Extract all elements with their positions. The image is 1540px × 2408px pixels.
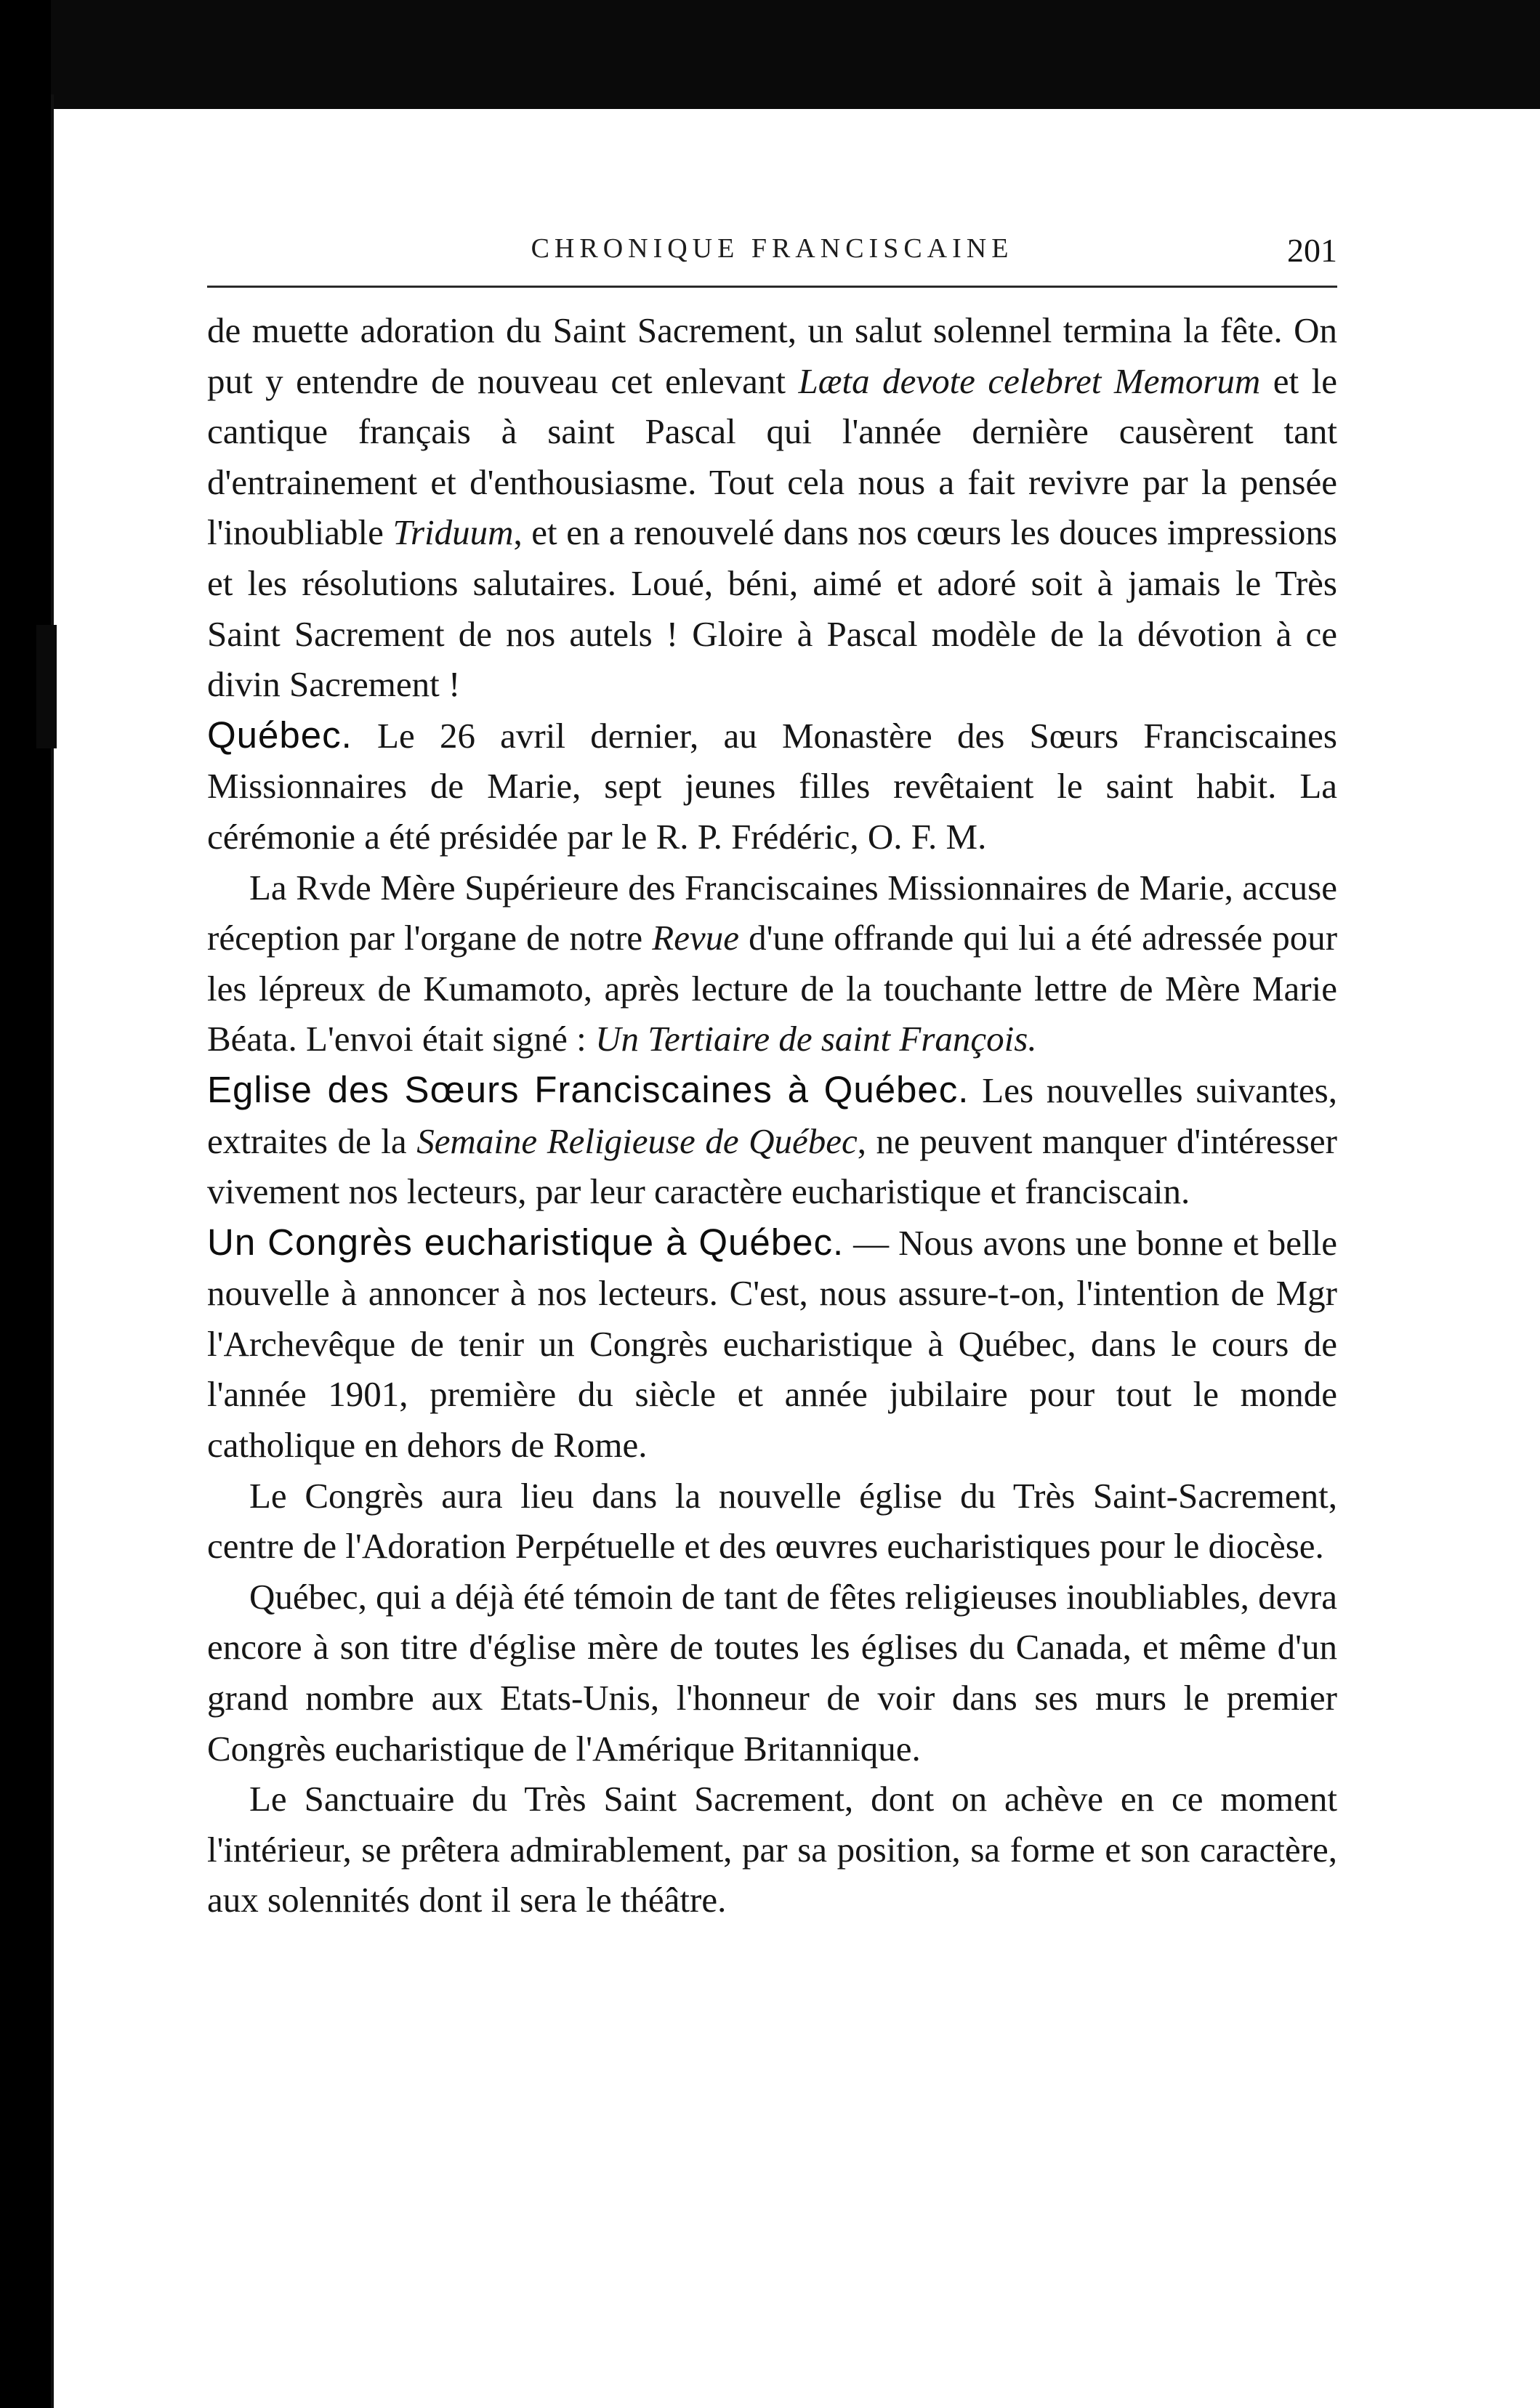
scan-edge-left (0, 0, 51, 2408)
running-title: CHRONIQUE FRANCISCAINE (531, 233, 1014, 264)
paragraph-eglise (207, 1064, 1337, 1217)
paragraph-sanctuaire: Le Sanctuaire du Très Saint Sacrement, dont on achève en ce moment l'intérieur, se prêtera admirablement, par sa position, sa forme et son caractère, aux solennités dont il sera le théâtre. (207, 1779, 1337, 1920)
text-segment: de muette adoration du Saint Sacrement, un salut solennel termina la fête. On put y entendre de nouveau cet enlevant (207, 310, 1337, 401)
gutter-mark (36, 625, 57, 748)
text-segment: et le cantique français à saint Pascal qui l'année dernière causèrent tant d'entrainement et d'enthousiasme. Tout cela nous a fait revivre par la pensée l'inoubliable (207, 360, 1337, 553)
text-segment: La Rvde Mère Supérieure des Franciscaines Missionnaires de Marie, accuse réception par l'organe de notre (207, 867, 1337, 958)
paragraph-congres (207, 1217, 1337, 1471)
paragraph-adoration (207, 305, 1337, 710)
header-rule (207, 286, 1337, 288)
revue-word: Revue (652, 918, 739, 958)
text-segment: — Nous avons une bonne et belle nouvelle à annoncer à nos lecteurs. C'est, nous assure-t-on, l'intention de Mgr l'Archevêque de tenir un Congrès eucharistique à Québec, dans le cours de l'année 1901, première du siècle et année jubilaire pour tout le monde catholique en dehors de Rome. (207, 1222, 1337, 1466)
paragraph-lieu: Le Congrès aura lieu dans la nouvelle église du Très Saint-Sacrement, centre de l'Adoration Perpétuelle et des œuvres eucharistiques pour le diocèse. (207, 1475, 1337, 1567)
paragraph-quebec-honneur: Québec, qui a déjà été témoin de tant de fêtes religieuses inoubliables, devra encore à son titre d'église mère de toutes les églises du Canada, et même d'un grand nombre aux Etats-Unis, l'honneur de voir dans ses murs le premier Congrès eucharistique de l'Amérique Britannique. (207, 1576, 1337, 1769)
text-segment: Le 26 avril dernier, au Monastère des Sœurs Franciscaines Missionnaires de Marie, sept jeunes filles revêtaient le saint habit. La cérémonie a été présidée par le R. P. Frédéric, O. F. M. (207, 715, 1337, 857)
publication-title: Semaine Religieuse de Québec (416, 1120, 858, 1161)
paragraph-quebec (207, 710, 1337, 862)
binding-gutter (51, 94, 54, 2408)
section-heading-eglise: Eglise des Sœurs Franciscaines à Québec. (207, 1068, 969, 1110)
section-heading-congres: Un Congrès eucharistique à Québec. (207, 1221, 844, 1263)
page-body (207, 305, 1337, 1926)
section-heading-quebec: Québec. (207, 714, 352, 756)
page-number: 201 (1287, 232, 1337, 269)
latin-hymn-title: Læta devote celebret Memorum (798, 360, 1261, 401)
signature-text: Un Tertiaire de saint François. (595, 1019, 1037, 1059)
triduum-word: Triduum (392, 512, 514, 553)
text-segment: Les nouvelles suivantes, extraites de la (207, 1070, 1337, 1161)
text-segment: d'une offrande qui lui a été adressée pour les lépreux de Kumamoto, après lecture de la touchante lettre de Mère Marie Béata. L'envoi était signé : (207, 918, 1338, 1059)
paragraph-offrande (207, 862, 1337, 1064)
text-segment: , et en a renouvelé dans nos cœurs les douces impressions et les résolutions salutaires. Loué, béni, aimé et adoré soit à jamais le Très Saint Sacrement de nos autels ! Gloire à Pascal modèle de la dévotion à ce divin Sacrement ! (207, 512, 1337, 705)
scan-edge-top (0, 0, 1540, 109)
running-header (207, 218, 1337, 276)
text-segment: , ne peuvent manquer d'intéresser vivement nos lecteurs, par leur caractère eucharistique et franciscain. (207, 1120, 1337, 1212)
